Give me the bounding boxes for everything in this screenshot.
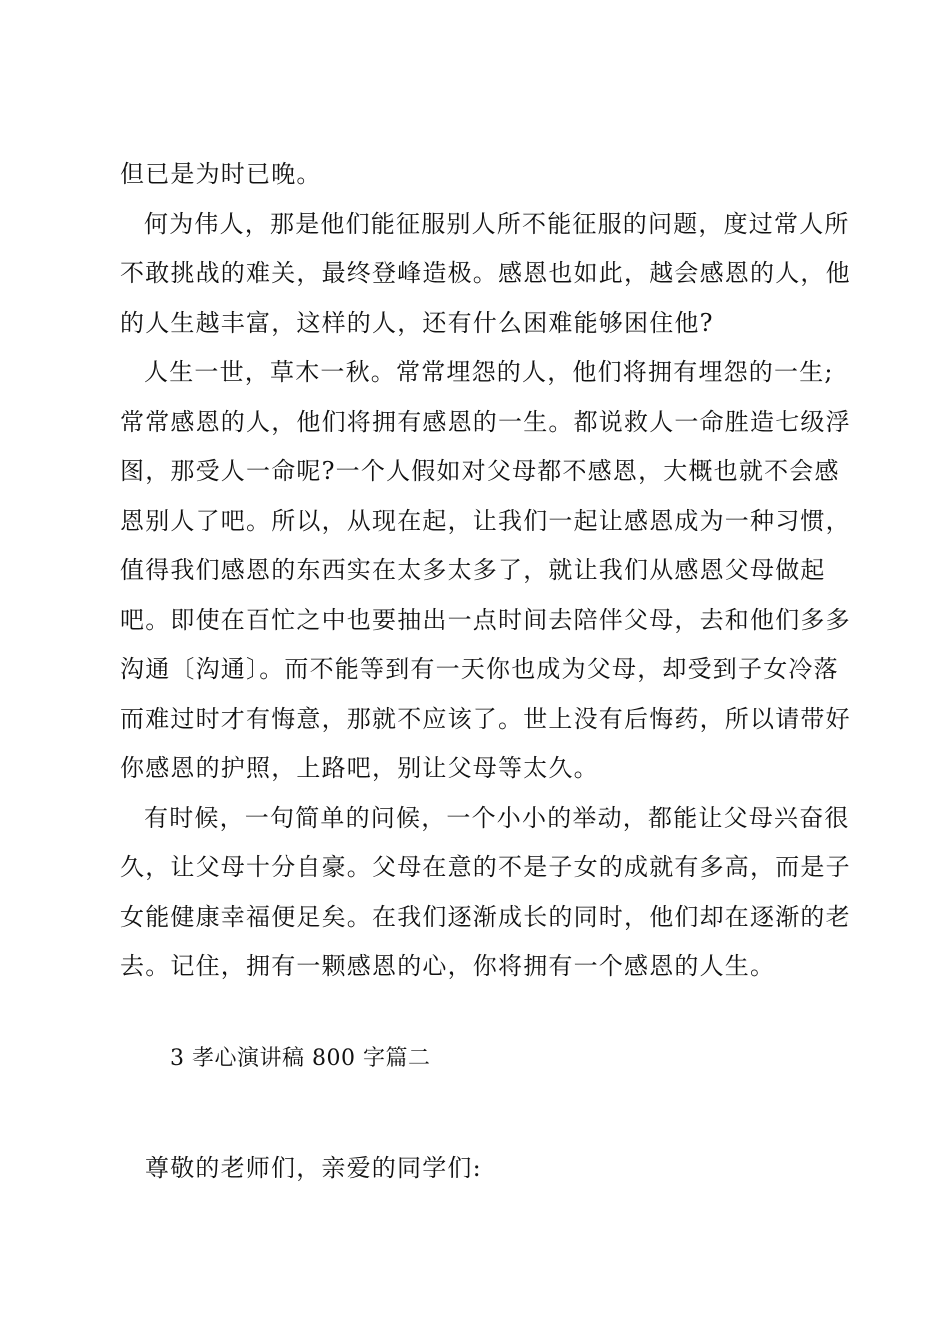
paragraph-gratitude-life: 人生一世，草木一秋。常常埋怨的人，他们将拥有埋怨的一生;常常感恩的人，他们将拥有感恩的一生。都说救人一命胜造七级浮图，那受人一命呢?一个人假如对父母都不感恩，大概也就不会感恩别人了吧。所以，从现在起，让我们一起让感恩成为一种习惯，值得我们感恩的东西实在太多太多了，就让我们从感恩父母做起吧。即使在百忙之中也要抽出一点时间去陪伴父母，去和他们多多沟通〔沟通〕。而不能等到有一天你也成为父母，却受到子女冷落而难过时才有悔意，那就不应该了。世上没有后悔药，所以请带好你感恩的护照，上路吧，别让父母等太久。 — [120, 358, 851, 782]
paragraph-parents-pride: 有时候，一句简单的问候，一个小小的举动，都能让父母兴奋很久，让父母十分自豪。父母在意的不是子女的成就有多高，而是子女能健康幸福便足矣。在我们逐渐成长的同时，他们却在逐渐的老去。记住，拥有一颗感恩的心，你将拥有一个感恩的人生。 — [120, 803, 851, 980]
section-heading: 3 孝心演讲稿 800 字篇二 — [170, 1046, 431, 1071]
salutation: 尊敬的老师们，亲爱的同学们: — [145, 1154, 482, 1182]
body-text — [120, 150, 852, 992]
paragraph-great-people: 何为伟人，那是他们能征服别人所不能征服的问题，度过常人所不敢挑战的难关，最终登峰造极。感恩也如此，越会感恩的人，他的人生越丰富，这样的人，还有什么困难能够困住他? — [120, 209, 851, 337]
paragraph-continuation: 但已是为时已晚。 — [120, 160, 322, 188]
